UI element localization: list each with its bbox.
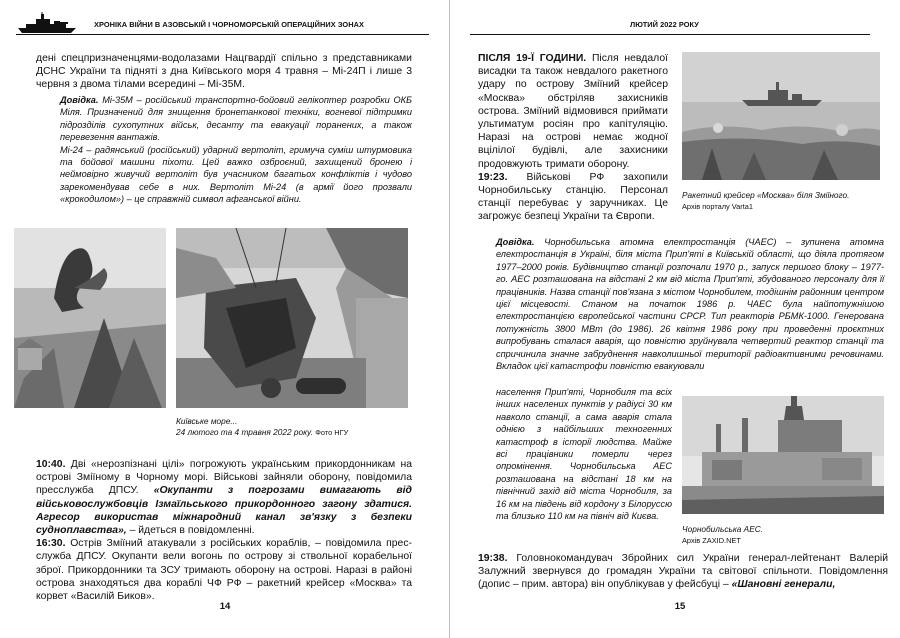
time-stamp: 19:23. [478,171,508,183]
cruiser-moskva-photo [682,52,880,180]
running-header-title: ЛЮТИЙ 2022 РОКУ [630,20,699,29]
right-entry-1938: 19:38. Головнокомандувач Збройних сил України генерал-лейтенант Валерій Залужний звернувся до громадян України та світової спільноти. Повідомлення (допис – прим. автора) він опублікував у фейсбуці – «Шановні генерали, [478,553,888,591]
photo-credit: Архів порталу Varta1 [682,202,754,211]
mi35-reference-note: Довідка. Мі-35М – російський транспортно-бойовий гелікоптер розробки ОКБ Міля. Призначений для знищення бронетанкової техніки, вогневої підтримки підрозділів сухопутних військ, десанту та евакуації поранених, а також перевезення вантажів. Мі-24 – радянський (російський) ударний вертоліт, гримуча суміш штурмовика та бойової машини піхоти. Цей важко озброєний, захищений бронею і неймовірно живучий вертоліт був учасником багатьох конфліктів і чудово зарекомендував себе в них. Вертоліт Мі-24 (в армії його прозвали «крокодилом») – це справжній символ афганської війни. [60,95,412,205]
left-photo-caption: Київське море... 24 лютого та 4 травня 2022 року. Фото НГУ [176,416,349,437]
mi24-reference-note: Мі-24 – радянський (російський) ударний вертоліт, гримуча суміш штурмовика та бойової машини піхоти. Цей важко озброєний, захищений бронею і неймовірно живучий вертоліт був учасником багатьох конфліктів і чудово зарекомендував себе в них. Вертоліт Мі-24 (в армії його прозвали «крокодилом») – це справжній символ афганської війни. [60,144,412,205]
left-top-paragraph: дені спецпризначенцями-водолазами Нацгвардії спільно з представниками ДСНС України та підняті з дна Київського моря 4 травня – Мі-24П і лише 3 червня з двома тілами всередині – Мі-35М. [36,53,412,91]
left-entry-1040: 10:40. Дві «нерозпізнані цілі» погрожують українським прикордонникам на острові Зміїному в Чорному морі. Військові зайняли оборону, повідомила пресслужба ДПСУ. «Окупанти з погрозами вимагають від військовослужбовців Ізмаїльського прикордонного загону здатися. Агресор використав міжнародний канал зв'язку з безпеки судноплавства», – йдеться в повідомленні. 16:30. Острів Зміїний атакували з російських кораблів, – повідомила прес-служба ДПСУ. Окупанти вели вогонь по острову зі ствольної корабельної зброї. Прикордонники та ЗСУ тримають оборону на острові. Наразі в районі острова знаходяться два кораблі ЧФ РФ – ракетний крейсер «Москва» та корвет «Василій Биков». [36,459,412,603]
header-rule [16,34,429,35]
kyiv-sea-smoke-photo [14,228,166,408]
helicopter-wreck-photo [176,228,408,408]
left-running-header [16,12,429,36]
time-stamp: ПІСЛЯ 19-Ї ГОДИНИ. [478,53,587,64]
header-rule [470,34,870,35]
right-page [450,0,900,638]
photo-credit: Фото НГУ [315,428,349,437]
chnpp-reference-note-wide: Довідка. Чорнобильська атомна електростанція (ЧАЕС) – зупинена атомна електростанція в Україні, біля міста Прип'яті в Київській області, що діяла протягом 1977–2000 років. Будівництво станції розпочали 1970 р., запуск першого блоку – 1977-го. АЕС розташована на відстані 2 км від міста Прип'яті, збудованого персоналу для її працівників. Назва станції пов'язана з містом Чорнобилем, тодішнім районним центром цієї місцевості. Станом на початок 1986 р. ЧАЕС була найпотужнішою електростанцією європейської частини СРСР. Тип реакторів РБМК-1000. Генерована потужність 3800 МВт (до 1986). 26 квітня 1986 року при проведенні проєктних випробувань сталася аварія, що повністю зруйнувала четвертий реактор станції та спричинила значне забруднення навколишньої території радіоактивними речовинами. Вкладок цієї катастрофи повністю евакуювали [496,237,884,372]
running-header-title: ХРОНІКА ВІЙНИ В АЗОВСЬКІЙ І ЧОРНОМОРСЬКІЙ ОПЕРАЦІЙНИХ ЗОНАХ [94,20,364,29]
warship-icon [16,12,78,34]
page-number-right: 15 [674,601,686,612]
time-stamp: 19:38. [478,553,508,564]
time-stamp: 10:40. [36,459,66,470]
chernobyl-photo-caption: Чорнобильська АЕС. Архів ZAXID.NET [682,524,884,546]
photo-credit: Архів ZAXID.NET [682,536,741,545]
time-stamp: 16:30. [36,538,66,550]
chernobyl-npp-photo [682,396,884,514]
note-label: Довідка. [60,95,99,105]
cruiser-photo-caption: Ракетний крейсер «Москва» біля Зміїного. Архів порталу Varta1 [682,190,882,212]
page-number-left: 14 [219,601,231,612]
right-entry-after-19: ПІСЛЯ 19-Ї ГОДИНИ. Після невдалої висадки та також невдалого ракетного удару по острову Зміїний крейсер «Москва» обстріляв захисників острова. Зміїний відмовився приймати ультиматум росіян про капітуляцію. Наразі на острові немає жодної вцілілої будівлі, але захисники продовжують тримати оборону. 19:23. Військові РФ захопили Чорнобильську станцію. Персонал станції перебуває у заручниках. Це загрожує безпеці України та Європи. [478,53,668,223]
right-running-header [470,12,870,36]
chnpp-reference-note-narrow: населення Прип'яті, Чорнобиля та всіх інших населених пунктів у радіусі 30 км навколо станції, а сама аварія стала однією з найбільших техногенних катастроф в історії людства. Майже всі працівники померли через опромінення. Чорнобильська АЕС розташована на відстані 18 км на північний захід від міста Чорнобиля, за 16 км на південь від кордону з Білоруссю та близько 110 км на північ від Києва. [496,387,672,522]
note-label: Довідка. [496,237,535,247]
